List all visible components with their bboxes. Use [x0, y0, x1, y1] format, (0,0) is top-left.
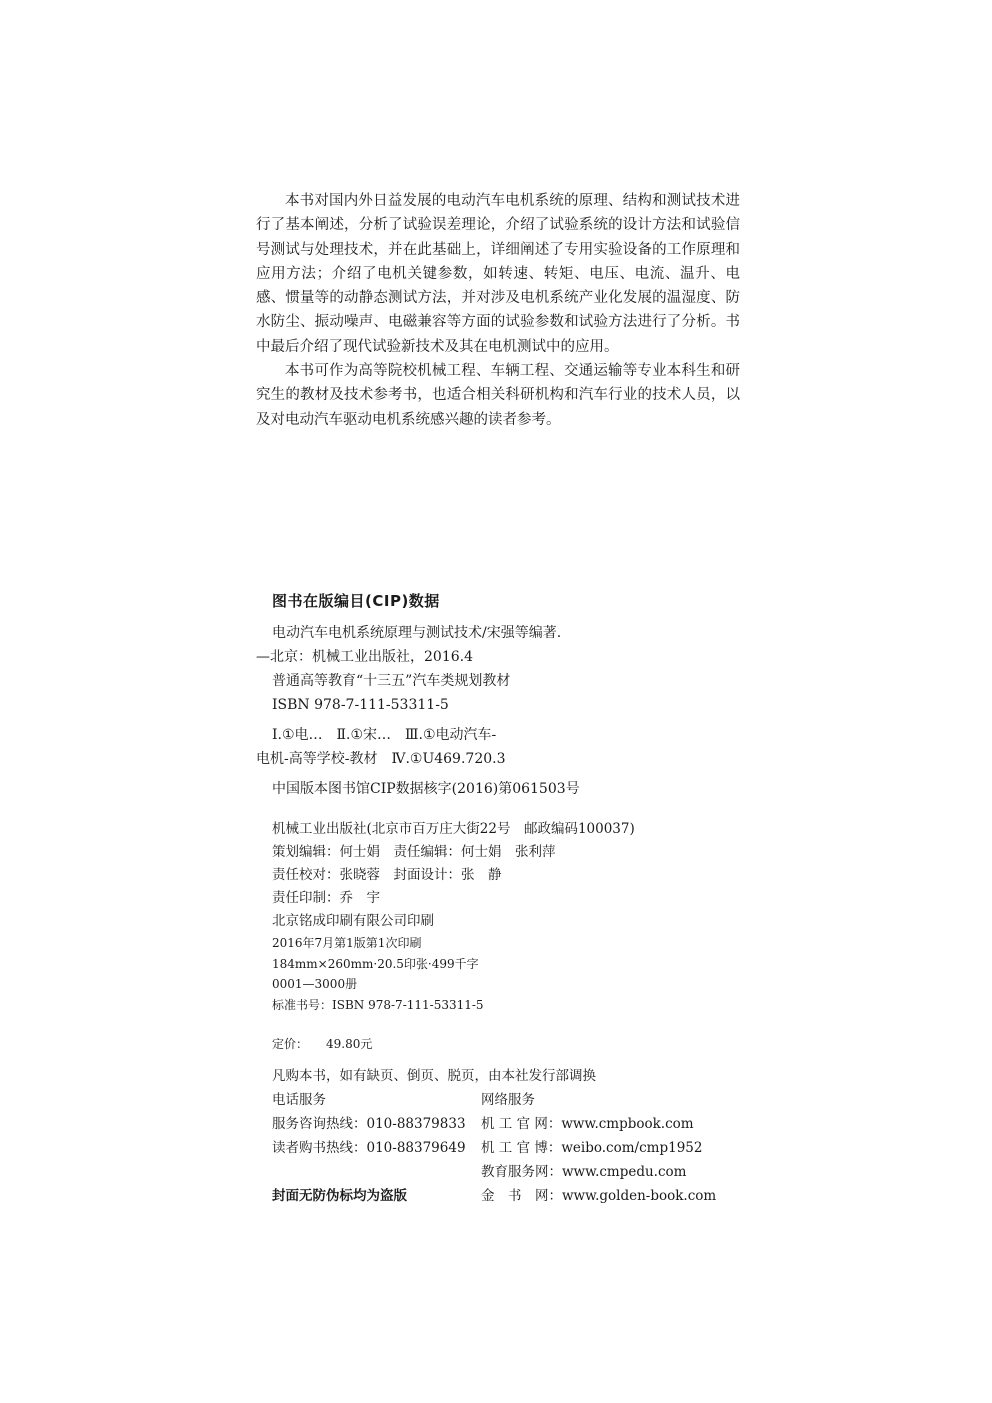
- service-block: [272, 1064, 717, 1208]
- phone-service-heading: 电话服务: [272, 1092, 326, 1108]
- abstract-paragraph: 本书对国内外日益发展的电动汽车电机系统的原理、结构和测试技术进行了基本阐述，分析了试验误差理论，介绍了试验系统的设计方法和试验信号测试与处理技术，并在此基础上，详细阐述了专用实验设备的工作原理和应用方法；介绍了电机关键参数，如转速、转矩、电压、电流、温升、电感、惯量等的动静态测试方法，并对涉及电机系统产业化发展的温湿度、防水防尘、振动噪声、电磁兼容等方面的试验参数和试验方法进行了分析。书中最后介绍了现代试验新技术及其在电机测试中的应用。: [256, 193, 740, 355]
- publisher-line: 0001—3000册: [272, 977, 358, 991]
- web-education: 教育服务网：www.cmpedu.com: [481, 1164, 687, 1180]
- cip-line: —北京：机械工业出版社，2016.4: [256, 649, 473, 665]
- cip-line: 电动汽车电机系统原理与测试技术/宋强等编著.: [272, 625, 562, 641]
- price-label: 定价：: [272, 1037, 309, 1051]
- service-row: [272, 1160, 687, 1184]
- publisher-line: 机械工业出版社(北京市百万庄大街22号 邮政编码100037): [272, 821, 635, 837]
- cip-line: 电机-高等学校-教材 Ⅳ.①U469.720.3: [256, 751, 506, 767]
- cip-block: [256, 621, 580, 801]
- cip-title: 图书在版编目(CIP)数据: [272, 592, 440, 610]
- price: [272, 1035, 372, 1052]
- web-golden-book: 金 书 网：www.golden-book.com: [481, 1188, 717, 1204]
- publisher-line: 2016年7月第1版第1次印刷: [272, 936, 422, 950]
- service-row: [272, 1136, 703, 1160]
- hotline-purchase: 读者购书热线：010-88379649: [272, 1140, 466, 1156]
- service-row: [272, 1088, 596, 1112]
- publisher-line: 北京铭成印刷有限公司印刷: [272, 913, 434, 929]
- cip-line: Ⅰ.①电… Ⅱ.①宋… Ⅲ.①电动汽车-: [272, 727, 497, 743]
- service-row: [272, 1112, 694, 1136]
- publisher-line: 责任印制：乔 宇: [272, 890, 380, 906]
- publisher-line: 184mm×260mm·20.5印张·499千字: [272, 956, 479, 971]
- cip-line: ISBN 978-7-111-53311-5: [272, 697, 449, 713]
- cip-line: 中国版本图书馆CIP数据核字(2016)第061503号: [272, 781, 580, 797]
- book-abstract: [256, 189, 740, 432]
- cip-line: 普通高等教育“十三五”汽车类规划教材: [272, 673, 511, 689]
- price-value: 49.80元: [326, 1037, 373, 1051]
- web-weibo: 机 工 官 博：weibo.com/cmp1952: [481, 1140, 703, 1156]
- web-official: 机 工 官 网：www.cmpbook.com: [481, 1116, 694, 1132]
- publisher-block: [272, 818, 635, 1015]
- abstract-paragraph: 本书可作为高等院校机械工程、车辆工程、交通运输等专业本科生和研究生的教材及技术参考书，也适合相关科研机构和汽车行业的技术人员，以及对电动汽车驱动电机系统感兴趣的读者参考。: [256, 363, 740, 428]
- service-notice: 凡购本书，如有缺页、倒页、脱页，由本社发行部调换: [272, 1068, 596, 1084]
- publisher-line: 策划编辑：何士娟 责任编辑：何士娟 张利萍: [272, 844, 556, 860]
- publisher-line: 责任校对：张晓蓉 封面设计：张 静: [272, 867, 502, 883]
- service-row: [272, 1184, 717, 1208]
- anti-counterfeit-notice: 封面无防伪标均为盗版: [272, 1188, 407, 1204]
- hotline-consult: 服务咨询热线：010-88379833: [272, 1116, 466, 1132]
- net-service-heading: 网络服务: [481, 1092, 535, 1108]
- publisher-line: 标准书号：ISBN 978-7-111-53311-5: [272, 997, 484, 1012]
